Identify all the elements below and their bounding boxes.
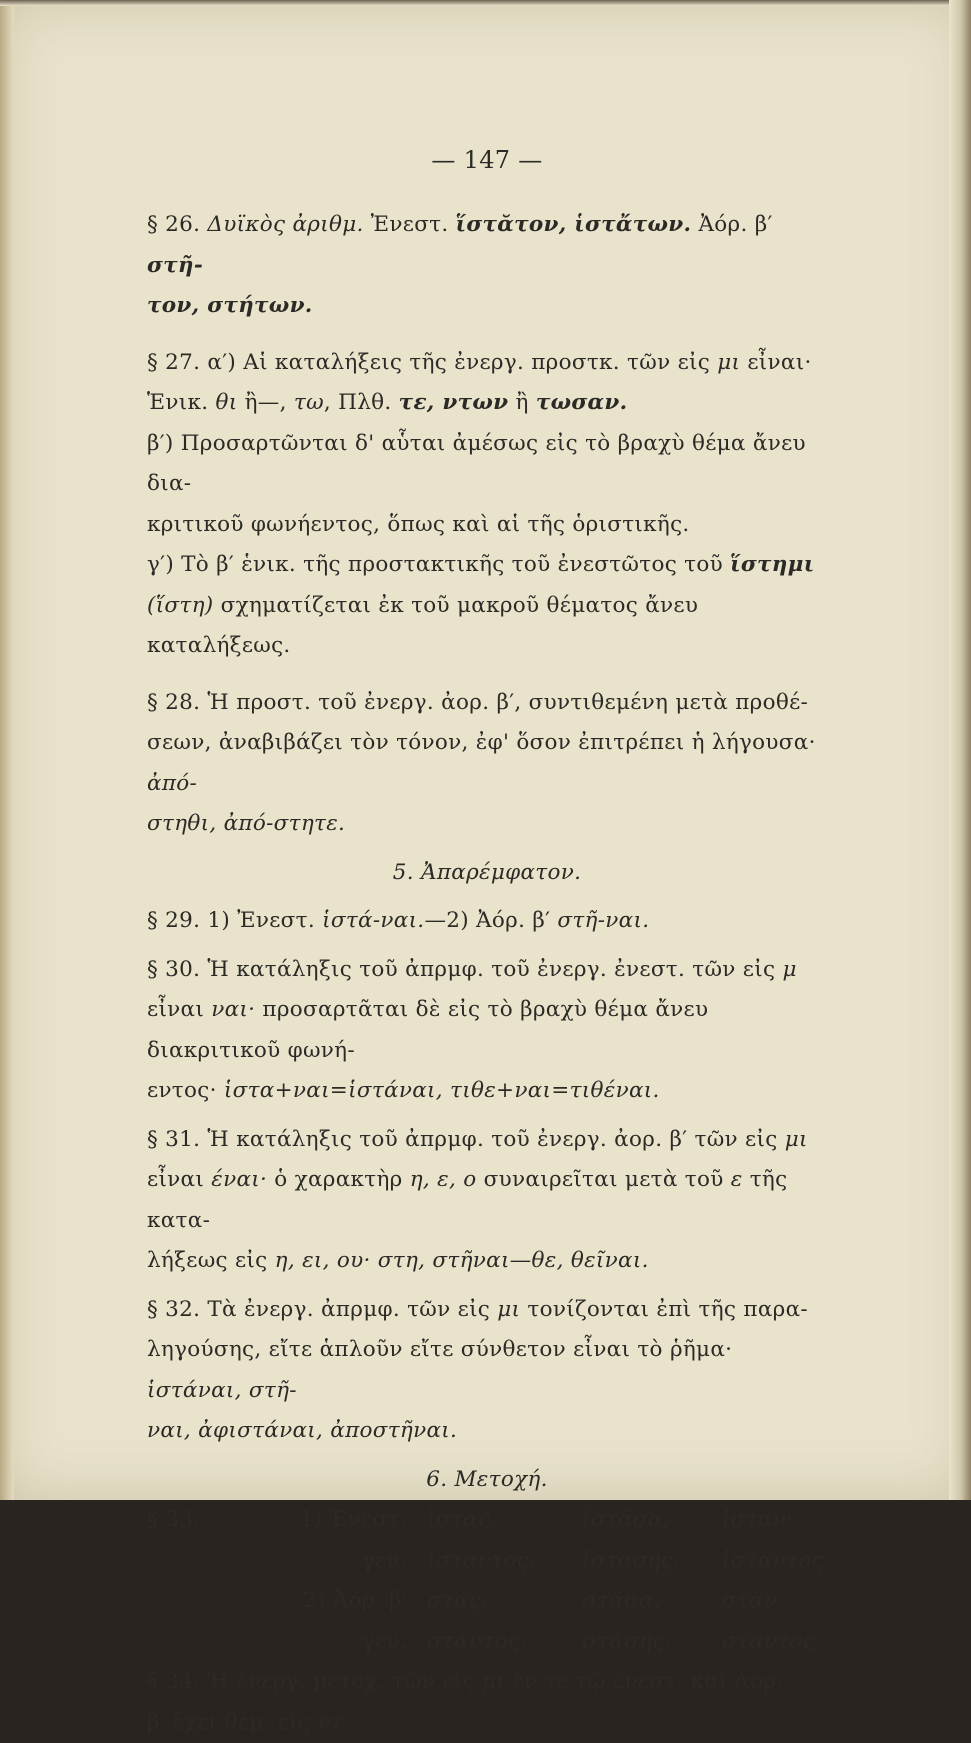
form-word: μι <box>717 350 740 375</box>
page-binding-shadow <box>0 0 14 1500</box>
section-30-line3 <box>147 1071 827 1112</box>
form-word: στῆ-ναι. <box>557 908 649 933</box>
text-run: ἔν τε τῷ ἐνεστ. καὶ ἀορ. <box>505 1669 783 1694</box>
section-31-line3 <box>147 1241 827 1282</box>
section-34 <box>147 1662 827 1703</box>
heading-participle: 6. Μετοχή. <box>147 1460 827 1501</box>
section-27-b <box>147 424 827 505</box>
table-cell: στάς, <box>427 1581 582 1622</box>
text-run: 1) Ἐνεστ. <box>200 908 322 933</box>
text-run: συναιρεῖται μετὰ τοῦ <box>477 1167 731 1192</box>
table-cell <box>147 1581 257 1622</box>
text-run: Ἡ κατάληξις τοῦ ἀπρμφ. τοῦ ἐνεργ. ἀορ. β′ τῶν εἰς <box>207 1127 784 1152</box>
form-word: ε <box>731 1167 743 1192</box>
text-run: α′) Αἱ καταλήξεις τῆς ἐνεργ. προστκ. τῶν εἰς <box>207 350 717 375</box>
text-run: εἶναι <box>147 997 211 1022</box>
table-cell: γεν. <box>257 1622 427 1663</box>
form-word: (ἵστη) <box>147 593 213 618</box>
dual-number-label: Δυϊκὸς ἀριθμ. <box>207 212 363 237</box>
table-cell: 1) Ἐνεστ. <box>257 1500 427 1541</box>
section-number: § 29. <box>147 908 200 933</box>
text-run: —2) Ἀόρ. β′ <box>424 908 557 933</box>
form-word: μ <box>782 957 796 982</box>
table-row <box>147 1500 827 1541</box>
text-run: Ἑνικ. <box>147 390 216 415</box>
table-cell: ἱστάντος <box>722 1541 827 1582</box>
form-word: η, ει, ου· στη, στῆναι—θε, θεῖναι. <box>275 1248 649 1273</box>
table-cell: ἱστάς, <box>427 1500 582 1541</box>
table-row <box>147 1541 827 1582</box>
form-word: στηθι, ἀπό-στητε. <box>147 811 345 836</box>
form-word: τωσαν. <box>536 390 628 415</box>
form-word: μι <box>785 1127 808 1152</box>
section-number: § 32. <box>147 1297 200 1322</box>
section-27-g2 <box>147 586 827 667</box>
form-word: μι <box>497 1297 520 1322</box>
table-cell: ἱστάσης, <box>582 1541 722 1582</box>
text-run: τονίζονται ἐπὶ τῆς παρα- <box>520 1297 808 1322</box>
table-cell: ἱστάν· <box>722 1500 827 1541</box>
text-run: ἢ <box>508 390 535 415</box>
section-number: § 27. <box>147 350 200 375</box>
text-run: Τὰ ἐνεργ. ἀπρμφ. τῶν εἰς <box>207 1297 497 1322</box>
section-30 <box>147 950 827 991</box>
form-word: ἵστᾰτον, ἱστἄτων. <box>456 212 692 237</box>
table-cell: στάν· <box>722 1581 827 1622</box>
page-text <box>147 140 827 1743</box>
heading-infinitive: 5. Ἀπαρέμφατον. <box>147 853 827 894</box>
table-row <box>147 1622 827 1663</box>
form-word: ντ. <box>317 1710 350 1735</box>
form-word: ἀπό- <box>147 771 197 796</box>
participle-table <box>147 1500 827 1662</box>
form-word: η, ε, ο <box>410 1167 477 1192</box>
table-cell: στᾶσα, <box>582 1581 722 1622</box>
section-27-line2 <box>147 383 827 424</box>
text-run: προσαρτᾶται δὲ εἰς τὸ βραχὺ θέμα ἄνευ διακριτικοῦ φωνή- <box>147 997 708 1063</box>
section-29 <box>147 901 827 942</box>
section-27-b2 <box>147 505 827 546</box>
form-word: θι <box>216 390 238 415</box>
table-cell <box>147 1622 257 1663</box>
section-28 <box>147 683 827 724</box>
form-word: ναι, ἀφιστάναι, ἀποστῆναι. <box>147 1418 457 1443</box>
table-cell: § 33. <box>147 1500 257 1541</box>
page-top-edge <box>0 0 971 6</box>
form-word: τε, ντων <box>399 390 509 415</box>
page-right-edge <box>949 0 971 1500</box>
table-cell: στάντος. <box>722 1622 827 1663</box>
form-word: ἱστάναι, στῆ- <box>147 1378 297 1403</box>
text-run: ὁ χαρακτὴρ <box>267 1167 410 1192</box>
section-number: § 34. <box>147 1669 200 1694</box>
form-word: ἱστά-ναι. <box>322 908 424 933</box>
text-run: εἶναι <box>147 1167 211 1192</box>
form-word: μι <box>482 1669 505 1694</box>
section-27-g <box>147 545 827 586</box>
text-run: Ἡ ἐνεργ. μετοχ. τῶν εἰς <box>207 1669 482 1694</box>
page-number: — 147 — <box>147 140 827 180</box>
form-word: τον, στήτων. <box>147 293 313 318</box>
text-run: Ἐνεστ. <box>364 212 456 237</box>
section-27 <box>147 343 827 384</box>
text-run: , Πλθ. <box>324 390 399 415</box>
section-28-line3 <box>147 804 827 845</box>
section-32-line2 <box>147 1330 827 1411</box>
form-word: στῆ- <box>147 253 203 278</box>
text-run: εἶναι· <box>740 350 811 375</box>
text-run: λήξεως εἰς <box>147 1248 275 1273</box>
table-cell: στάσης, <box>582 1622 722 1663</box>
section-30-line2 <box>147 990 827 1071</box>
table-row <box>147 1581 827 1622</box>
section-number: § 30. <box>147 957 200 982</box>
form-word: ἱστα+ναι=ἱστάναι, τιθε+ναι=τιθέναι. <box>224 1078 660 1103</box>
text-run: ληγούσης, εἴτε ἁπλοῦν εἴτε σύνθετον εἶναι τὸ ῥῆμα· <box>147 1337 732 1362</box>
text-run: Ἀόρ. β′ <box>691 212 772 237</box>
text-run: κριτικοῦ φωνήεντος, ὅπως καὶ αἱ τῆς ὁριστικῆς. <box>147 512 690 537</box>
text-run: τῆς κατα- <box>147 1167 787 1233</box>
text-run: σχηματίζεται ἐκ τοῦ μακροῦ θέματος ἄνευ καταλήξεως. <box>147 593 698 659</box>
section-31 <box>147 1120 827 1161</box>
table-cell: ἱστᾶσα, <box>582 1500 722 1541</box>
table-cell: γεν. <box>257 1541 427 1582</box>
section-number: § 28. <box>147 690 200 715</box>
text-run: γ′) Τὸ β′ ἑνικ. τῆς προστακτικῆς τοῦ ἐνεστῶτος τοῦ <box>147 552 730 577</box>
section-number: § 26. <box>147 212 200 237</box>
form-word: ναι· <box>211 997 255 1022</box>
form-word: έναι· <box>211 1167 267 1192</box>
text-run: ἢ—, <box>237 390 293 415</box>
section-32 <box>147 1290 827 1331</box>
table-cell <box>147 1541 257 1582</box>
form-word: τω <box>294 390 324 415</box>
text-run: Ἡ κατάληξις τοῦ ἀπρμφ. τοῦ ἐνεργ. ἐνεστ. τῶν εἰς <box>207 957 782 982</box>
text-run: β′) Προσαρτῶνται δ' αὗται ἀμέσως εἰς τὸ βραχὺ θέμα ἄνευ δια- <box>147 431 806 497</box>
section-34-line2 <box>147 1703 827 1743</box>
section-26 <box>147 205 827 286</box>
section-number: § 31. <box>147 1127 200 1152</box>
text-run: Ἡ προστ. τοῦ ἐνεργ. ἀορ. β′, συντιθεμένη μετὰ προθέ- <box>207 690 808 715</box>
form-word: ἵστημι <box>730 552 814 577</box>
text-run: β′ ἔχει θέμ. εἰς <box>147 1710 317 1735</box>
table-cell: στάντος, <box>427 1622 582 1663</box>
table-cell: 2) Ἀόρ. β′ <box>257 1581 427 1622</box>
table-cell: ἱστάντος, <box>427 1541 582 1582</box>
section-31-line2 <box>147 1160 827 1241</box>
section-28-line2 <box>147 723 827 804</box>
section-26-line2 <box>147 286 827 327</box>
section-32-line3 <box>147 1411 827 1452</box>
text-run: εντος· <box>147 1078 224 1103</box>
text-run: σεων, ἀναβιβάζει τὸν τόνον, ἐφ' ὅσον ἐπιτρέπει ἡ λήγουσα· <box>147 730 816 755</box>
